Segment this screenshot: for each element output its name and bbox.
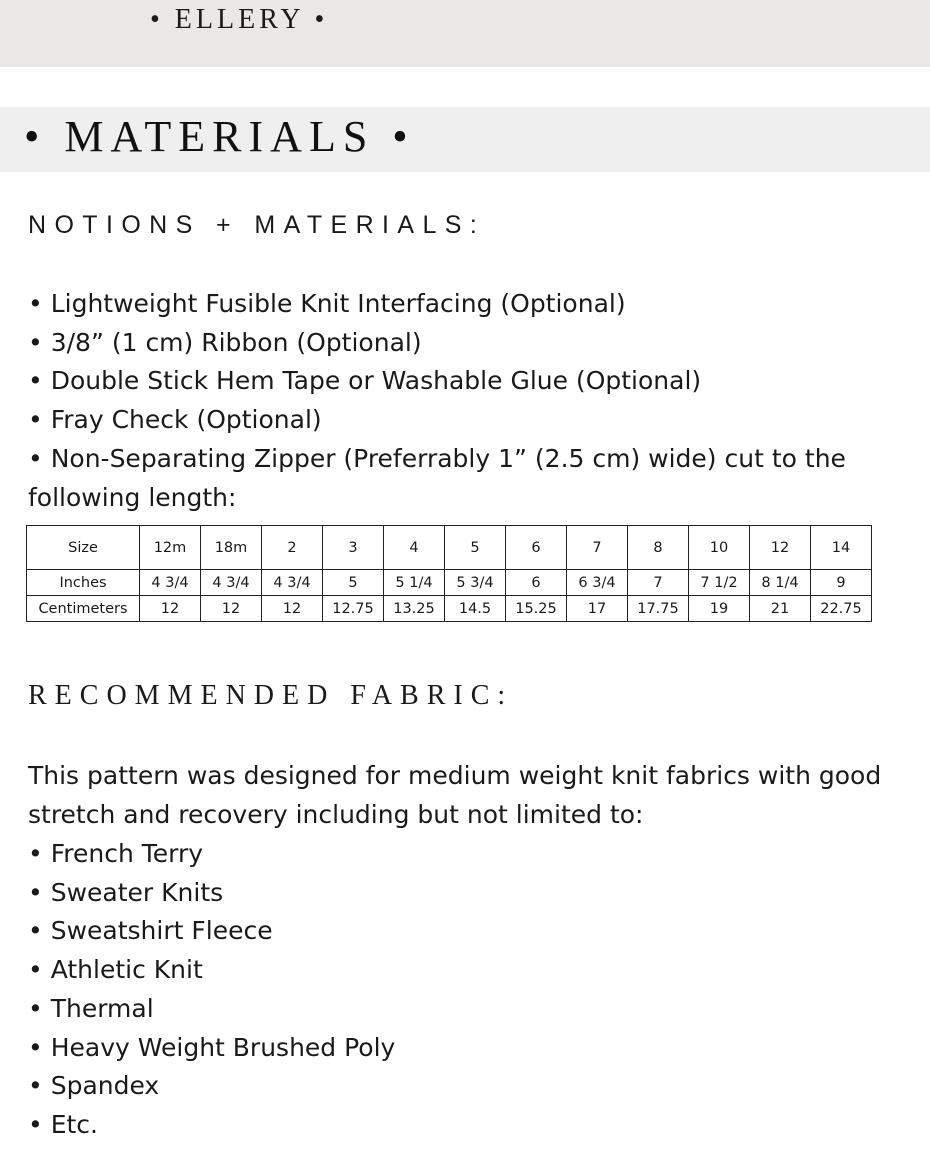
table-cell: 7	[628, 570, 689, 596]
table-cell: 12	[262, 596, 323, 622]
table-row	[27, 570, 872, 596]
list-item: • Athletic Knit	[28, 951, 908, 990]
table-cell: 6	[506, 526, 567, 570]
table-cell: 4 3/4	[201, 570, 262, 596]
table-cell: 5 3/4	[445, 570, 506, 596]
table-cell: 12m	[140, 526, 201, 570]
table-cell: 4	[384, 526, 445, 570]
table-cell: 17	[567, 596, 628, 622]
table-cell: 12	[140, 596, 201, 622]
top-banner	[0, 0, 930, 67]
table-cell: 7 1/2	[689, 570, 750, 596]
table-cell: 15.25	[506, 596, 567, 622]
list-item: • 3/8” (1 cm) Ribbon (Optional)	[28, 324, 908, 363]
table-cell: 22.75	[811, 596, 872, 622]
list-item: • Non-Separating Zipper (Preferrably 1” (2.5 cm) wide) cut to the following length:	[28, 440, 908, 517]
section-banner	[0, 107, 930, 172]
list-item: • Etc.	[28, 1106, 908, 1145]
fabric-list	[28, 835, 908, 1145]
table-cell: 5 1/4	[384, 570, 445, 596]
table-cell: 8 1/4	[750, 570, 811, 596]
table-row	[27, 526, 872, 570]
table-cell: 9	[811, 570, 872, 596]
table-cell: 18m	[201, 526, 262, 570]
table-cell: 2	[262, 526, 323, 570]
table-cell: 21	[750, 596, 811, 622]
brand-title: • ELLERY •	[150, 4, 329, 35]
table-cell: 4 3/4	[262, 570, 323, 596]
table-cell: 12.75	[323, 596, 384, 622]
list-item: • Spandex	[28, 1067, 908, 1106]
table-cell: 6 3/4	[567, 570, 628, 596]
row-header-cell: Size	[27, 526, 140, 570]
list-item: • Thermal	[28, 990, 908, 1029]
table-cell: 4 3/4	[140, 570, 201, 596]
table-cell: 12	[750, 526, 811, 570]
table-cell: 13.25	[384, 596, 445, 622]
list-item: • French Terry	[28, 835, 908, 874]
table-cell: 19	[689, 596, 750, 622]
zipper-length-table	[26, 525, 872, 622]
list-item: • Double Stick Hem Tape or Washable Glue (Optional)	[28, 362, 908, 401]
notions-heading: NOTIONS + MATERIALS:	[28, 211, 486, 239]
table-cell: 8	[628, 526, 689, 570]
table-cell: 10	[689, 526, 750, 570]
list-item: • Sweater Knits	[28, 874, 908, 913]
table-cell: 6	[506, 570, 567, 596]
table-cell: 5	[323, 570, 384, 596]
notions-list	[28, 285, 908, 517]
row-header-cell: Inches	[27, 570, 140, 596]
list-item: • Fray Check (Optional)	[28, 401, 908, 440]
table-cell: 14	[811, 526, 872, 570]
table-cell: 5	[445, 526, 506, 570]
table-row	[27, 596, 872, 622]
table-cell: 17.75	[628, 596, 689, 622]
row-header-cell: Centimeters	[27, 596, 140, 622]
fabric-intro: This pattern was designed for medium weight knit fabrics with good stretch and recovery including but not limited to:	[28, 761, 882, 829]
list-item: • Sweatshirt Fleece	[28, 912, 908, 951]
table-cell: 3	[323, 526, 384, 570]
fabric-heading: RECOMMENDED FABRIC:	[28, 680, 514, 711]
table-cell: 12	[201, 596, 262, 622]
table-cell: 7	[567, 526, 628, 570]
table-cell: 14.5	[445, 596, 506, 622]
section-title: • MATERIALS •	[24, 112, 415, 161]
list-item: • Heavy Weight Brushed Poly	[28, 1029, 908, 1068]
list-item: • Lightweight Fusible Knit Interfacing (Optional)	[28, 285, 908, 324]
